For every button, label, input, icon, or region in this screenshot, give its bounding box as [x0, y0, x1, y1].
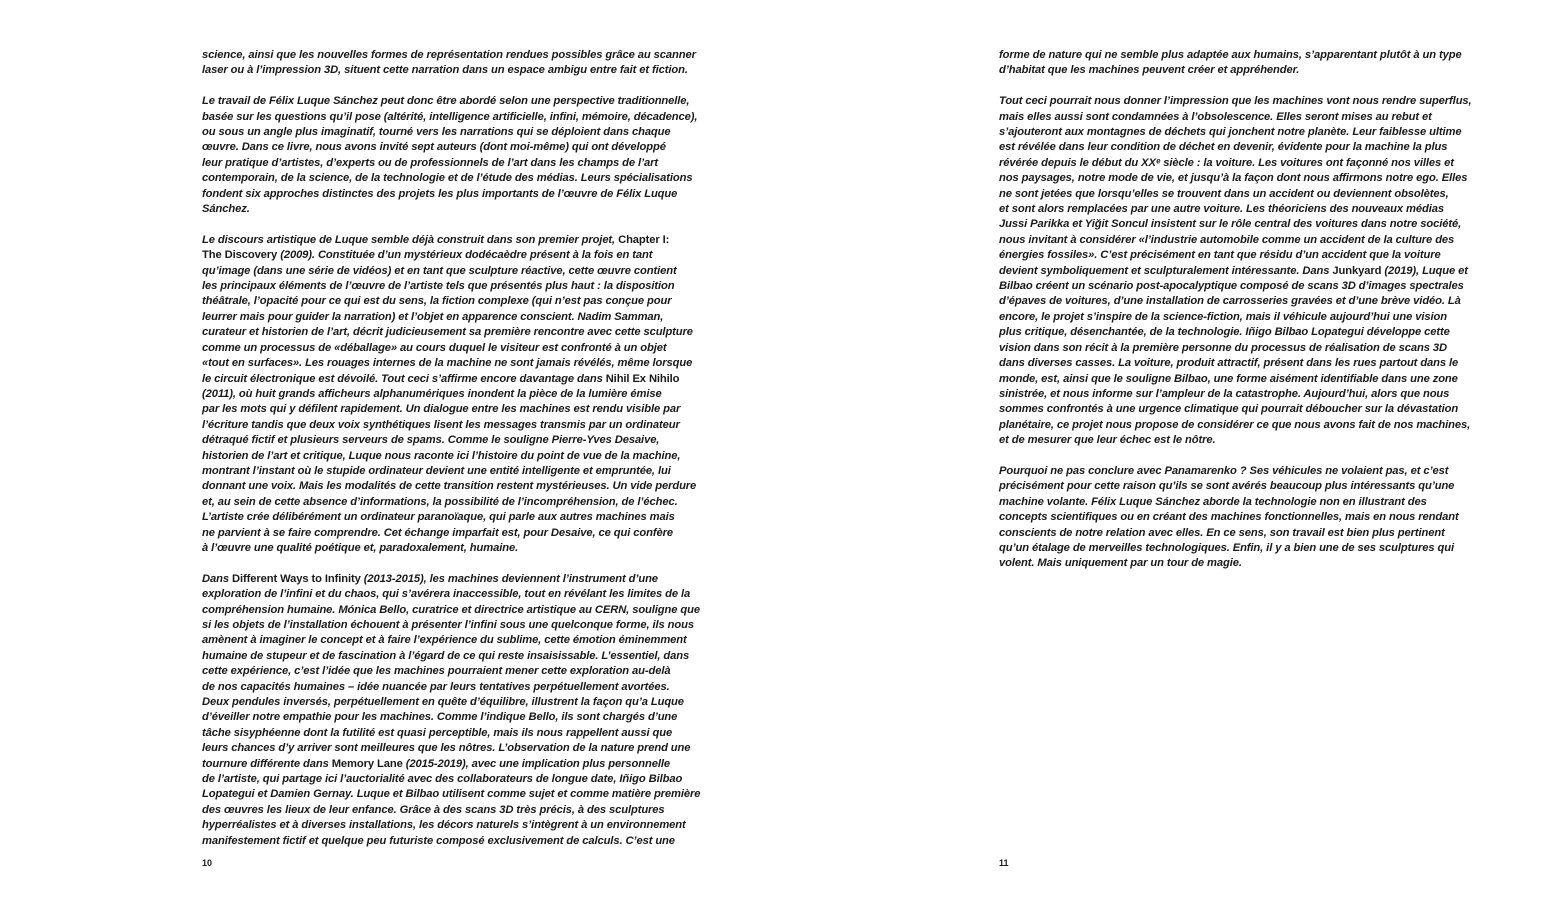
text-segment: nous invitant à considérer «l’industrie automobile comme un accident de la culture des	[999, 233, 1455, 246]
text-segment: comme un processus de «déballage» au cours duquel le visiteur est confronté à un objet	[202, 341, 667, 354]
right-text-column	[999, 48, 1489, 587]
text-line	[202, 495, 722, 510]
text-line	[999, 356, 1489, 371]
text-line	[999, 125, 1489, 140]
text-segment: curateur et historien de l’art, décrit judicieusement sa première rencontre avec cette sculpture	[202, 326, 693, 339]
text-segment: (2009). Constituée d’un mystérieux dodécaèdre présent à la fois en tant	[277, 249, 653, 262]
text-line	[999, 310, 1489, 325]
text-segment: Le travail de Félix Luque Sánchez peut donc être abordé selon une perspective traditionnelle,	[202, 95, 690, 108]
text-line	[202, 63, 722, 78]
text-line	[999, 372, 1489, 387]
text-segment: volent. Mais uniquement par un tour de magie.	[999, 557, 1242, 570]
text-line	[202, 140, 722, 155]
text-line	[202, 541, 722, 556]
text-segment: qu’image (dans une série de vidéos) et en tant que sculpture réactive, cette œuvre contient	[202, 264, 677, 277]
text-line	[202, 618, 722, 633]
text-segment: Sánchez.	[202, 203, 250, 216]
text-segment: d’éveiller notre empathie pour les machines. Comme l’indique Bello, ils sont chargés d’une	[202, 711, 678, 724]
text-line	[999, 325, 1489, 340]
text-line	[202, 264, 722, 279]
text-segment: encore, le projet s’inspire de la science-fiction, mais il véhicule aujourd’hui une vision	[999, 310, 1447, 323]
paragraph	[202, 94, 722, 217]
text-segment: leur pratique d’artistes, d’experts ou de professionnels de l’art dans les champs de l’art	[202, 156, 659, 169]
text-segment: plus critique, désenchantée, de la technologie. Iñigo Bilbao Lopategui développe cette	[999, 326, 1450, 339]
text-line	[202, 402, 722, 417]
text-line	[999, 94, 1489, 109]
text-segment: ne parvient à se faire comprendre. Cet échange imparfait est, pour Desaive, ce qui confère	[202, 526, 673, 539]
text-line	[999, 140, 1489, 155]
text-segment: théâtrale, l’opacité pour ce qui est du sens, la fiction complexe (qui n’est pas conçue pour	[202, 295, 672, 308]
text-line	[202, 572, 722, 587]
text-segment: laser ou à l’impression 3D, situent cette narration dans un espace ambigu entre fait et fiction.	[202, 64, 688, 77]
work-title: Different Ways to Infinity	[231, 572, 361, 585]
text-line	[202, 710, 722, 725]
text-line	[999, 510, 1489, 525]
text-segment: exploration de l’infini et du chaos, qui s’avérera inaccessible, tout en révélant les limites de la	[202, 588, 691, 601]
text-line	[202, 680, 722, 695]
text-segment: vision dans son récit à la première personne du processus de réalisation de scans 3D	[999, 341, 1447, 354]
text-line	[999, 202, 1489, 217]
text-segment: manifestement fictif et quelque peu futuriste composé exclusivement de calculs. C’est une	[202, 834, 675, 847]
text-line	[202, 294, 722, 309]
text-segment: détraqué fictif et plusieurs serveurs de spams. Comme le souligne Pierre-Yves Desaive,	[202, 434, 660, 447]
paragraph	[202, 572, 722, 849]
text-segment: le circuit électronique est dévoilé. Tout ceci s’affirme encore davantage dans	[202, 372, 606, 385]
text-segment: planétaire, ce projet nous propose de considérer ce que nous avons fait de nos machines,	[999, 418, 1471, 431]
text-line	[999, 464, 1489, 479]
text-segment: révérée depuis le début du XXᵉ siècle : la voiture. Les voitures ont façonné nos villes et	[999, 156, 1454, 169]
text-line	[202, 664, 722, 679]
text-line	[999, 418, 1489, 433]
text-segment: machine volante. Félix Luque Sánchez aborde la technologie non en illustrant des	[999, 495, 1427, 508]
text-segment: qu’un étalage de merveilles technologiques. Enfin, il y a bien une de ses sculptures qui	[999, 541, 1454, 554]
left-page	[0, 0, 782, 912]
text-segment: dans diverses casses. La voiture, produit attractif, présent dans les rues partout dans le	[999, 357, 1459, 370]
text-segment: s’ajouteront aux montagnes de déchets qui jonchent notre planète. Leur faiblesse ultime	[999, 126, 1462, 139]
text-line	[999, 233, 1489, 248]
text-segment: amènent à imaginer le concept et à faire l’expérience du sublime, cette émotion éminemment	[202, 634, 687, 647]
text-segment: forme de nature qui ne semble plus adaptée aux humains, s’apparentant plutôt à un type	[999, 49, 1462, 61]
text-line	[999, 556, 1489, 571]
text-segment: (2013-2015), les machines deviennent l’instrument d’une	[360, 572, 658, 585]
text-segment: «tout en surfaces». Les rouages internes de la machine ne sont jamais révélés, même lorsque	[202, 357, 693, 370]
work-title: The Discovery	[202, 249, 278, 262]
work-title: Memory Lane	[331, 757, 403, 770]
text-line	[202, 156, 722, 171]
text-segment: monde, est, ainsi que le souligne Bilbao, une forme aisément identifiable dans une zone	[999, 372, 1458, 385]
text-line	[202, 433, 722, 448]
text-segment: leurs chances d’y arriver sont meilleures que les nôtres. L’observation de la nature prend une	[202, 742, 691, 755]
text-line	[202, 110, 722, 125]
text-line	[999, 171, 1489, 186]
text-line	[202, 171, 722, 186]
text-line	[999, 294, 1489, 309]
paragraph	[202, 48, 722, 79]
text-segment: et, au sein de cette absence d’informations, la possibilité de l’incompréhension, de l’échec.	[202, 495, 678, 508]
text-line	[999, 187, 1489, 202]
text-segment: œuvre. Dans ce livre, nous avons invité sept auteurs (dont moi-même) qui ont développé	[202, 141, 666, 154]
text-segment: sinistrée, et nous informe sur l’ampleur de la catastrophe. Aujourd’hui, alors que nous	[999, 387, 1450, 400]
text-segment: mais elles aussi sont condamnées à l’obsolescence. Elles seront mises au rebut et	[999, 110, 1432, 123]
text-line	[999, 495, 1489, 510]
text-line	[202, 772, 722, 787]
text-line	[202, 633, 722, 648]
text-segment: compréhension humaine. Mónica Bello, curatrice et directrice artistique au CERN, souligne que	[202, 603, 700, 616]
text-line	[202, 187, 722, 202]
text-segment: ne sont jetées que lorsqu’elles se trouvent dans un accident ou deviennent obsolètes,	[999, 187, 1449, 200]
text-segment: Bilbao créent un scénario post-apocalyptique composé de scans 3D d’images spectrales	[999, 280, 1464, 293]
text-line	[202, 464, 722, 479]
text-line	[999, 110, 1489, 125]
text-segment: Dans	[202, 572, 232, 585]
text-line	[999, 526, 1489, 541]
text-segment: humaine de stupeur et de fascination à l’égard de ce qui reste insaisissable. L’essentiel, dans	[202, 649, 690, 662]
text-segment: les principaux éléments de l’œuvre de l’artiste tels que présentés plus haut : la disposition	[202, 280, 675, 293]
text-line	[202, 279, 722, 294]
text-segment: Deux pendules inversés, perpétuellement en quête d’équilibre, illustrent la façon qu’a Luque	[202, 696, 684, 709]
text-line	[202, 757, 722, 772]
text-line	[999, 264, 1489, 279]
text-line	[999, 402, 1489, 417]
text-line	[202, 248, 722, 263]
text-line	[202, 125, 722, 140]
text-segment: Tout ceci pourrait nous donner l’impression que les machines vont nous rendre superflus,	[999, 95, 1472, 108]
text-segment: basée sur les questions qu’il pose (altérité, intelligence artificielle, infini, mémoire, décadence),	[202, 110, 698, 123]
text-line	[999, 248, 1489, 263]
text-segment: (2019), Luque et	[1381, 264, 1468, 277]
text-segment: Jussi Parikka et Yiğit Soncul insistent sur le rôle central des voitures dans notre société,	[999, 218, 1462, 231]
text-line	[202, 649, 722, 664]
text-segment: de nos capacités humaines – idée nuancée par leurs tentatives perpétuellement avortées.	[202, 680, 670, 693]
text-segment: leurrer mais pour guider la narration) et l’objet en apparence conscient. Nadim Samman,	[202, 310, 664, 323]
text-line	[202, 834, 722, 849]
text-segment: L’artiste crée délibérément un ordinateur paranoïaque, qui parle aux autres machines mais	[202, 511, 675, 524]
text-segment: nos paysages, notre mode de vie, et jusqu’à la façon dont nous affirmons notre ego. Elles	[999, 172, 1468, 185]
paragraph	[999, 94, 1489, 448]
text-segment: Lopategui et Damien Gernay. Luque et Bilbao utilisent comme sujet et comme matière première	[202, 788, 701, 801]
text-segment: l’écriture tandis que deux voix synthétiques lisent les messages transmis par un ordinateur	[202, 418, 680, 431]
text-segment: historien de l’art et critique, Luque nous raconte ici l’histoire du point de vue de la machine,	[202, 449, 681, 462]
text-line	[202, 603, 722, 618]
text-line	[202, 356, 722, 371]
text-segment: tâche sisyphéenne dont la futilité est quasi perceptible, mais ils nous rappellent aussi que	[202, 726, 673, 739]
text-line	[202, 48, 722, 63]
text-segment: à l’œuvre une qualité poétique et, paradoxalement, humaine.	[202, 541, 519, 554]
text-line	[999, 479, 1489, 494]
text-line	[202, 325, 722, 340]
text-segment: fondent six approches distinctes des projets les plus importants de l’œuvre de Félix Luque	[202, 187, 678, 200]
text-line	[999, 63, 1489, 78]
text-line	[202, 510, 722, 525]
text-segment: d’épaves de voitures, d’une installation de carrosseries gravées et d’une brève vidéo. Là	[999, 295, 1461, 308]
text-line	[202, 726, 722, 741]
text-segment: (2011), où huit grands afficheurs alphanumériques inondent la pièce de la lumière émise	[202, 387, 662, 400]
text-line	[202, 803, 722, 818]
text-segment: des œuvres les lieux de leur enfance. Grâce à des scans 3D très précis, à des sculptures	[202, 803, 665, 816]
text-segment: sommes confrontés à une urgence climatique qui pourrait déboucher sur la dévastation	[999, 403, 1459, 416]
text-line	[202, 741, 722, 756]
text-segment: et de mesurer que leur échec est le nôtre.	[999, 434, 1216, 447]
text-line	[202, 479, 722, 494]
right-page	[782, 0, 1565, 912]
paragraph	[999, 48, 1489, 79]
text-line	[202, 310, 722, 325]
text-line	[202, 387, 722, 402]
text-line	[202, 818, 722, 833]
paragraph	[202, 233, 722, 557]
text-segment: hyperréalistes et à diverses installations, les décors naturels s’intègrent à un environnement	[202, 819, 686, 832]
text-segment: est révélée dans leur condition de déchet en devenir, évidente pour la machine la plus	[999, 141, 1448, 154]
text-line	[202, 526, 722, 541]
text-line	[999, 387, 1489, 402]
text-segment: Le discours artistique de Luque semble déjà construit dans son premier projet,	[202, 233, 619, 246]
text-line	[999, 217, 1489, 232]
text-segment: précisément pour cette raison qu’ils se sont avérés beaucoup plus intéressants qu’une	[999, 480, 1455, 493]
text-line	[999, 279, 1489, 294]
text-line	[999, 541, 1489, 556]
text-line	[202, 94, 722, 109]
text-segment: concepts scientifiques ou en créant des machines fonctionnelles, mais en nous rendant	[999, 511, 1459, 524]
text-segment: de l’artiste, qui partage ici l’auctorialité avec des collaborateurs de longue date, Iñigo Bilbao	[202, 773, 683, 786]
paragraph	[999, 464, 1489, 572]
left-page-number: 10	[202, 858, 213, 868]
left-text-column	[202, 48, 722, 864]
text-segment: d’habitat que les machines peuvent créer et appréhender.	[999, 64, 1300, 77]
text-segment: montrant l’instant où le stupide ordinateur devient une entité intelligente et empruntée, lui	[202, 464, 671, 477]
text-line	[202, 341, 722, 356]
text-line	[999, 341, 1489, 356]
text-segment: donnant une voix. Mais les modalités de cette transition restent mystérieuses. Un vide perdure	[202, 480, 697, 493]
text-segment: cette expérience, c’est l’idée que les machines pourraient mener cette exploration au-delà	[202, 665, 671, 678]
text-line	[202, 202, 722, 217]
text-segment: si les objets de l’installation échouent à présenter l’infini sous une quelconque forme, ils nous	[202, 618, 694, 631]
right-page-number: 11	[999, 858, 1009, 868]
text-segment: devient symboliquement et sculpturalement intéressante. Dans	[999, 264, 1333, 277]
text-segment: par les mots qui y défilent rapidement. Un dialogue entre les machines est rendu visible par	[202, 403, 681, 416]
text-segment: science, ainsi que les nouvelles formes de représentation rendues possibles grâce au scanner	[202, 49, 696, 61]
text-line	[202, 695, 722, 710]
work-title: Chapter I:	[618, 233, 670, 246]
text-line	[202, 587, 722, 602]
text-segment: Pourquoi ne pas conclure avec Panamarenko ? Ses véhicules ne volaient pas, et c’est	[999, 464, 1449, 477]
text-line	[202, 233, 722, 248]
text-segment: énergies fossiles». C’est précisément en tant que résidu d’un accident que la voiture	[999, 249, 1441, 262]
work-title: Junkyard	[1332, 264, 1382, 277]
work-title: Nihil Ex Nihilo	[605, 372, 680, 385]
text-segment: tournure différente dans	[202, 757, 332, 770]
text-line	[999, 48, 1489, 63]
text-line	[202, 787, 722, 802]
text-segment: (2015-2019), avec une implication plus personnelle	[402, 757, 670, 770]
text-segment: et sont alors remplacées par une autre voiture. Les théoriciens des nouveaux médias	[999, 203, 1444, 216]
text-segment: ou sous un angle plus imaginatif, tourné vers les narrations qui se déploient dans chaque	[202, 126, 671, 139]
text-line	[999, 433, 1489, 448]
text-line	[999, 156, 1489, 171]
text-segment: contemporain, de la science, de la technologie et de l’étude des médias. Leurs spécialisations	[202, 172, 693, 185]
text-segment: conscients de notre relation avec elles. En ce sens, son travail est bien plus pertinent	[999, 526, 1445, 539]
text-line	[202, 418, 722, 433]
text-line	[202, 372, 722, 387]
text-line	[202, 449, 722, 464]
